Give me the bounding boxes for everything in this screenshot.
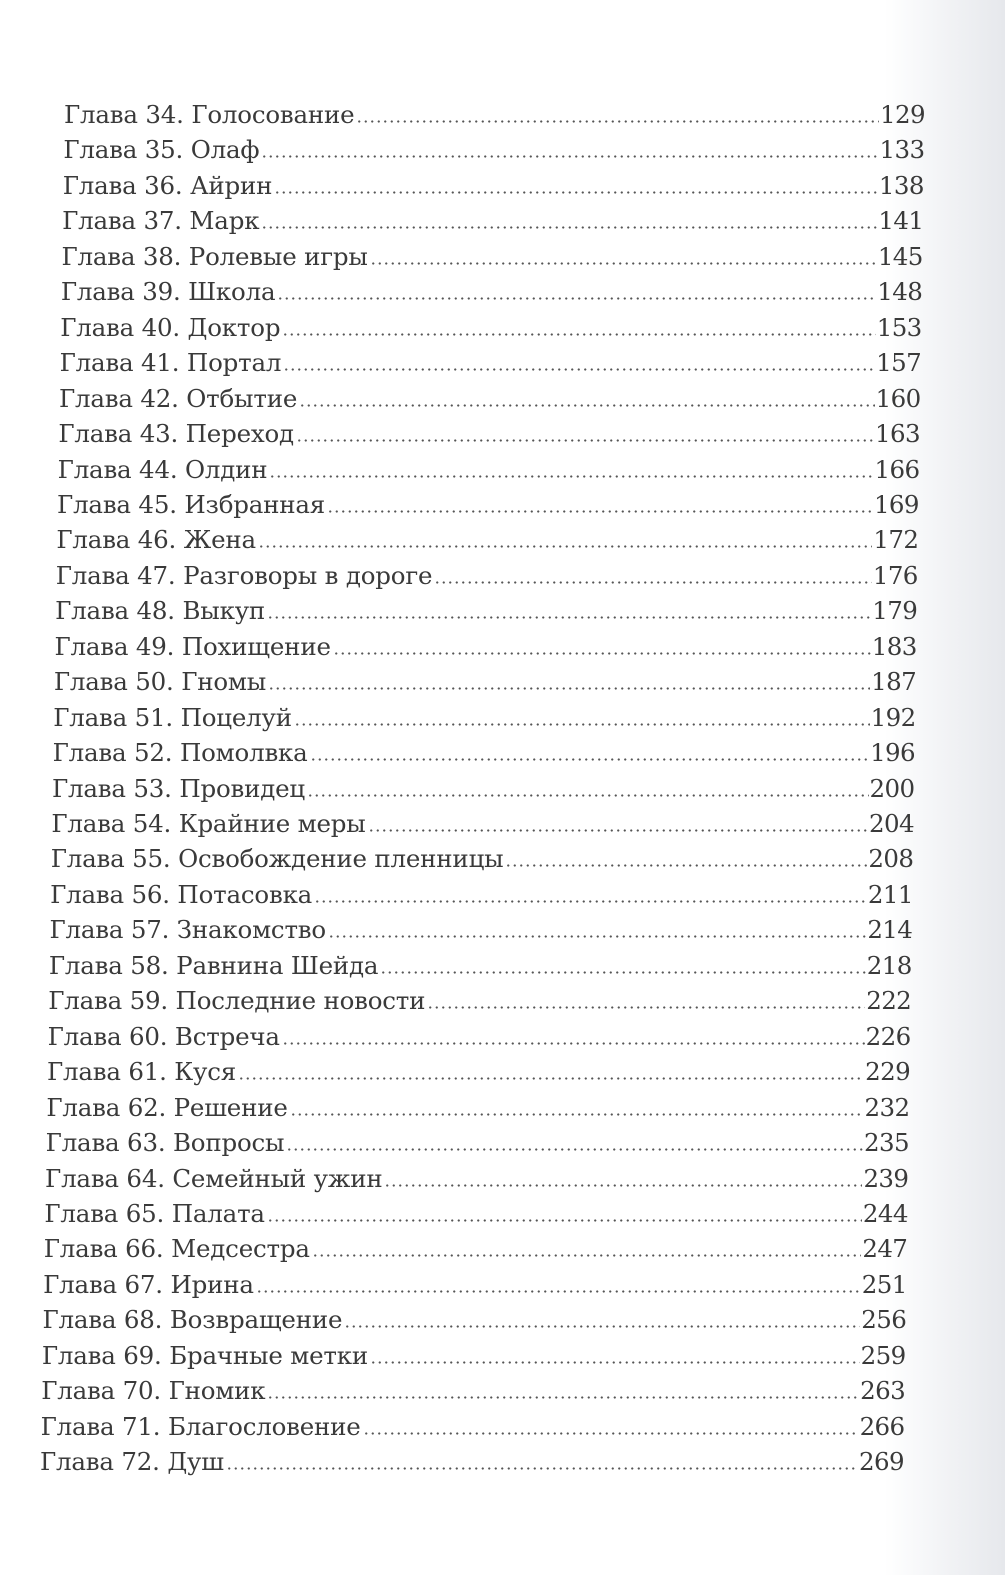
toc-entry	[53, 697, 915, 733]
chapter-title: Глава 48. Выкуп	[55, 596, 266, 626]
dot-leader	[277, 297, 876, 300]
chapter-title: Глава 72. Душ	[40, 1447, 224, 1477]
dot-leader	[368, 829, 868, 832]
dot-leader	[314, 900, 867, 903]
page-number: 166	[874, 454, 920, 484]
page-number: 129	[880, 100, 925, 129]
page-number: 244	[862, 1198, 908, 1228]
page-number: 211	[867, 879, 913, 909]
page-number: 229	[865, 1057, 911, 1087]
toc-entry	[49, 909, 912, 945]
toc-entry	[51, 838, 914, 874]
dot-leader	[310, 758, 870, 761]
dot-leader	[294, 723, 870, 726]
chapter-title: Глава 41. Портал	[59, 348, 282, 378]
chapter-title: Глава 64. Семейный ужин	[45, 1163, 383, 1193]
dot-leader	[327, 510, 873, 513]
toc-entry	[45, 1158, 908, 1194]
page-number: 153	[876, 312, 922, 342]
toc-entry	[55, 590, 917, 626]
chapter-title: Глава 61. Куся	[46, 1057, 237, 1087]
page-number: 133	[879, 135, 925, 165]
toc-entry	[43, 1264, 907, 1300]
chapter-title: Глава 44. Олдин	[57, 454, 268, 484]
chapter-title: Глава 62. Решение	[46, 1092, 288, 1122]
chapter-title: Глава 36. Айрин	[62, 170, 273, 200]
page-number: 266	[859, 1411, 905, 1441]
toc-entry	[48, 1016, 911, 1052]
page-number: 138	[878, 170, 924, 200]
toc-entry	[46, 1122, 909, 1158]
chapter-title: Глава 50. Гномы	[53, 667, 267, 697]
dot-leader	[328, 935, 866, 938]
toc-entry	[48, 980, 911, 1016]
chapter-title: Глава 71. Благословение	[40, 1411, 361, 1441]
chapter-title: Глава 66. Медсестра	[43, 1234, 310, 1264]
dot-leader	[226, 1467, 858, 1470]
chapter-title: Глава 57. Знакомство	[49, 915, 326, 945]
dot-leader	[282, 1042, 865, 1045]
page-number: 179	[872, 596, 918, 626]
page-number: 172	[873, 525, 919, 555]
page-number: 218	[866, 950, 912, 980]
toc-entry	[56, 519, 918, 555]
dot-leader	[312, 1254, 862, 1257]
dot-leader	[384, 1184, 862, 1187]
toc-entry	[63, 165, 924, 201]
page-number: 251	[861, 1269, 907, 1299]
toc-entry	[47, 1051, 910, 1087]
toc-entry	[63, 129, 924, 165]
chapter-title: Глава 45. Избранная	[57, 489, 326, 519]
chapter-title: Глава 35. Олаф	[63, 135, 260, 165]
dot-leader	[380, 971, 865, 974]
toc-entry	[43, 1299, 907, 1335]
toc-entry	[59, 378, 921, 414]
chapter-title: Глава 37. Марк	[62, 206, 260, 236]
page-number: 196	[870, 738, 916, 768]
dot-leader	[274, 191, 878, 194]
chapter-title: Глава 40. Доктор	[60, 312, 281, 342]
page-number: 148	[877, 277, 923, 307]
toc-entry	[54, 661, 916, 697]
toc-entry	[41, 1406, 905, 1442]
dot-leader	[261, 226, 877, 229]
page-number: 208	[868, 844, 914, 874]
dot-leader	[282, 333, 875, 336]
page-number: 192	[870, 702, 916, 732]
dot-leader	[290, 1113, 864, 1116]
page-number: 157	[876, 348, 922, 378]
page-number: 145	[877, 241, 923, 271]
page-number: 187	[871, 667, 917, 697]
chapter-title: Глава 53. Провидец	[52, 773, 305, 803]
toc-entry	[60, 342, 922, 378]
chapter-title: Глава 68. Возвращение	[42, 1305, 343, 1335]
dot-leader	[267, 1219, 862, 1222]
toc-entry	[44, 1228, 908, 1264]
dot-leader	[434, 581, 872, 584]
dot-leader	[296, 439, 874, 442]
page-number: 141	[878, 206, 924, 236]
page-number: 256	[861, 1305, 907, 1335]
toc-entry	[53, 732, 915, 768]
dot-leader	[267, 616, 871, 619]
dot-leader	[267, 1396, 859, 1399]
chapter-title: Глава 42. Отбытие	[58, 383, 298, 413]
page-number: 176	[872, 560, 918, 590]
page-number: 239	[863, 1163, 909, 1193]
dot-leader	[268, 687, 870, 690]
chapter-title: Глава 70. Гномик	[41, 1376, 266, 1406]
dot-leader	[356, 120, 879, 123]
dot-leader	[370, 262, 877, 265]
toc-entry	[58, 413, 920, 449]
toc-entry	[58, 449, 920, 485]
chapter-title: Глава 60. Встреча	[47, 1021, 280, 1051]
dot-leader	[505, 864, 867, 867]
page-number: 183	[871, 631, 917, 661]
chapter-title: Глава 69. Брачные метки	[41, 1340, 368, 1370]
page-number: 160	[875, 383, 921, 413]
toc-entry	[50, 874, 913, 910]
dot-leader	[256, 1290, 861, 1293]
toc-entry	[60, 307, 921, 343]
dot-leader	[299, 404, 874, 407]
toc-entry	[61, 271, 922, 307]
page-number: 235	[863, 1128, 909, 1158]
dot-leader	[363, 1432, 859, 1435]
page-number: 269	[859, 1447, 904, 1477]
page-number: 204	[868, 809, 914, 838]
toc-entry	[49, 945, 912, 981]
toc-entry	[52, 768, 915, 804]
chapter-title: Глава 52. Помолвка	[52, 738, 308, 768]
page-number: 200	[869, 773, 915, 803]
page-number: 232	[864, 1092, 910, 1122]
chapter-title: Глава 43. Переход	[58, 419, 294, 449]
chapter-title: Глава 55. Освобождение пленницы	[50, 844, 504, 874]
toc-entry	[64, 94, 925, 130]
dot-leader	[333, 652, 871, 655]
toc-entry	[55, 626, 917, 662]
page-number: 247	[862, 1234, 908, 1264]
toc-entry	[42, 1335, 906, 1371]
chapter-title: Глава 38. Ролевые игры	[61, 241, 368, 271]
chapter-title: Глава 56. Потасовка	[50, 879, 313, 909]
toc-entry	[57, 484, 919, 520]
toc-entry	[44, 1193, 907, 1229]
chapter-title: Глава 59. Последние новости	[48, 986, 426, 1016]
dot-leader	[370, 1361, 860, 1364]
page-number: 222	[866, 986, 912, 1016]
page-number: 163	[875, 419, 921, 449]
toc-entry	[40, 1441, 904, 1477]
toc-entry	[61, 236, 922, 272]
chapter-title: Глава 63. Вопросы	[45, 1128, 285, 1158]
chapter-title: Глава 46. Жена	[56, 525, 256, 555]
toc-entry	[62, 200, 923, 236]
chapter-title: Глава 65. Палата	[44, 1198, 265, 1228]
page-number: 214	[867, 915, 913, 945]
chapter-title: Глава 67. Ирина	[43, 1269, 254, 1299]
chapter-title: Глава 39. Школа	[60, 277, 276, 307]
dot-leader	[238, 1077, 864, 1080]
dot-leader	[286, 1148, 863, 1151]
dot-leader	[269, 475, 873, 478]
dot-leader	[307, 794, 869, 797]
toc-entry	[51, 803, 914, 839]
chapter-title: Глава 58. Равнина Шейда	[48, 950, 379, 980]
toc-entry	[41, 1370, 905, 1406]
dot-leader	[344, 1325, 860, 1328]
chapter-title: Глава 49. Похищение	[54, 631, 331, 661]
chapter-title: Глава 47. Разговоры в дороге	[55, 560, 433, 590]
page-number: 259	[860, 1340, 906, 1370]
dot-leader	[283, 368, 875, 371]
page-number: 226	[865, 1021, 911, 1051]
toc-entry	[56, 555, 918, 591]
dot-leader	[427, 1006, 865, 1009]
chapter-title: Глава 34. Голосование	[64, 100, 355, 129]
dot-leader	[258, 545, 872, 548]
page-number: 169	[873, 489, 919, 519]
toc-entry	[46, 1087, 909, 1123]
chapter-title: Глава 54. Крайние меры	[51, 809, 366, 838]
chapter-title: Глава 51. Поцелуй	[53, 702, 292, 732]
page-number: 263	[860, 1376, 906, 1406]
dot-leader	[261, 155, 878, 158]
